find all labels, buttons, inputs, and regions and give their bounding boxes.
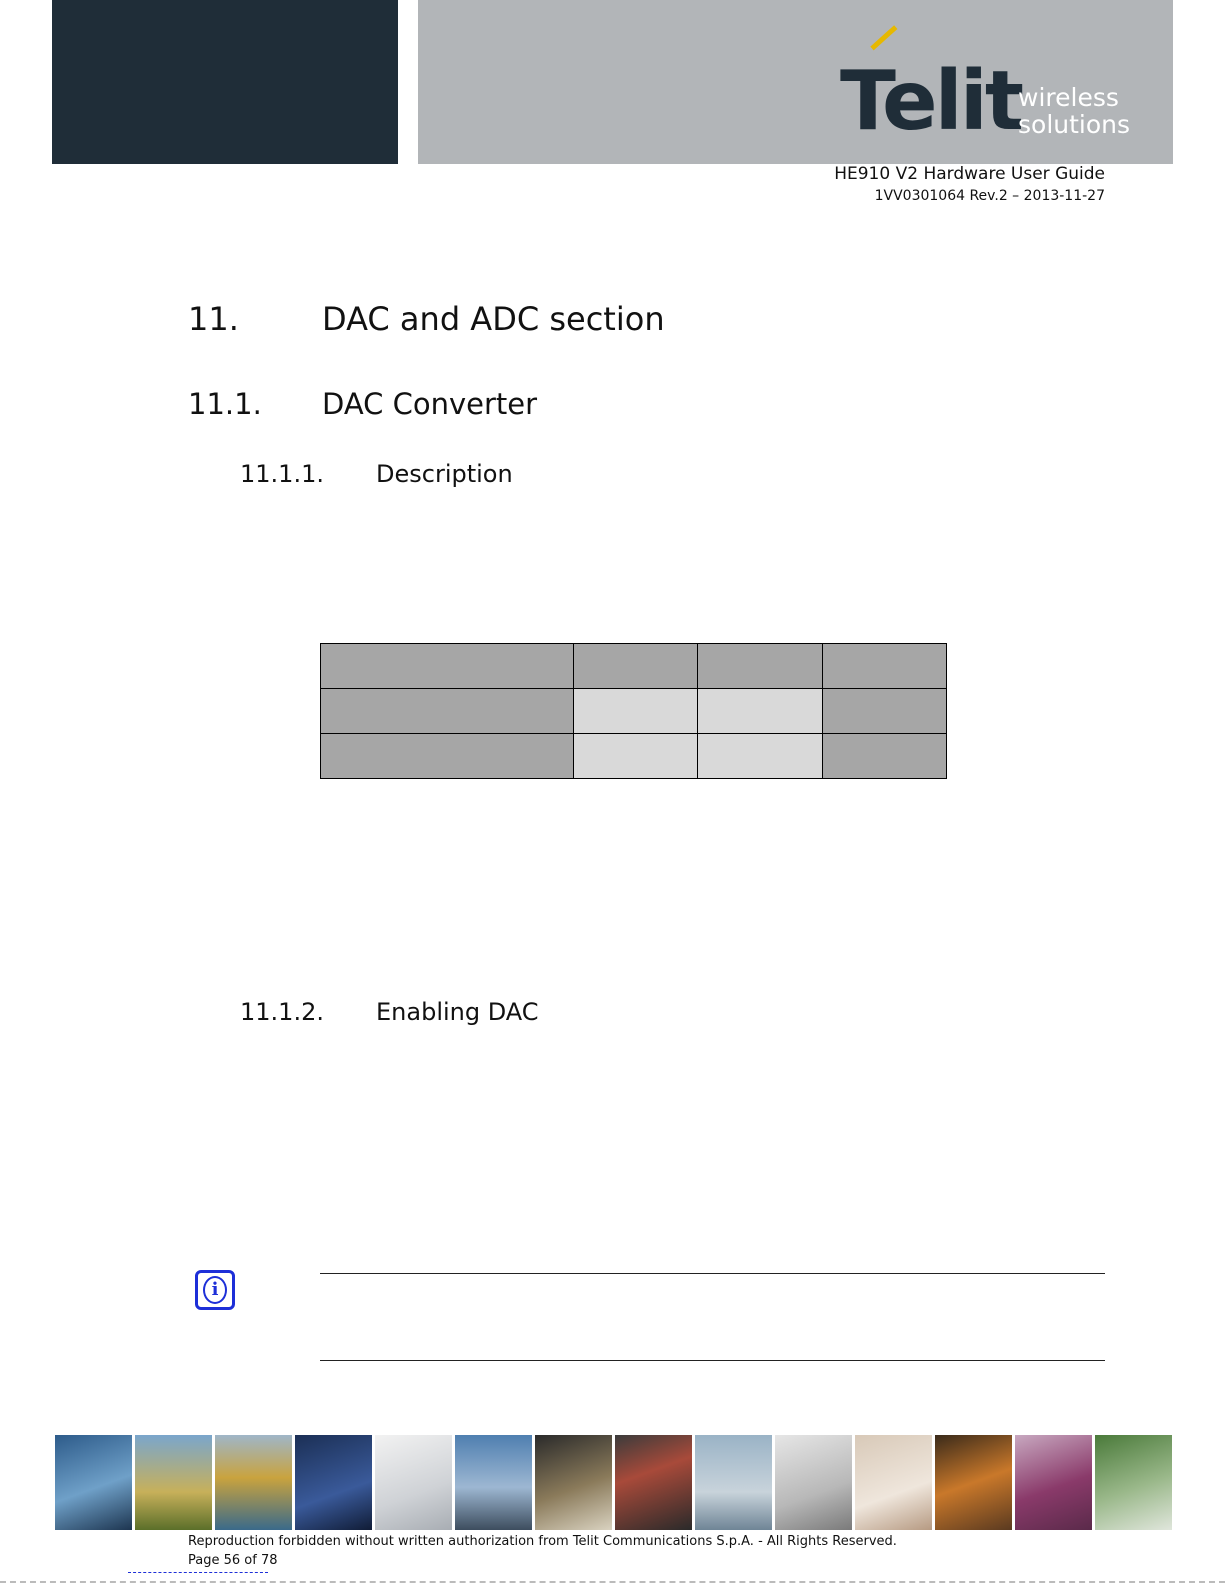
- footer-copyright: Reproduction forbidden without written authorization from Telit Communications S.p.A. - All Rights Reserved.: [188, 1534, 897, 1549]
- document-title: HE910 V2 Hardware User Guide: [834, 164, 1105, 184]
- heading-11-1-2-title: Enabling DAC: [376, 998, 539, 1026]
- table-cell: [698, 689, 823, 734]
- table-cell: [698, 644, 823, 689]
- document-reference: 1VV0301064 Rev.2 – 2013-11-27: [874, 188, 1105, 204]
- table-cell: [321, 644, 574, 689]
- table-cell: [321, 689, 574, 734]
- page-edge: [0, 1581, 1225, 1583]
- heading-11-1-2-number: 11.1.2.: [240, 998, 324, 1026]
- telit-logo: Telit: [840, 54, 1022, 149]
- footer-link-underline: [128, 1572, 268, 1573]
- photo-meter: [775, 1435, 852, 1530]
- logo-tagline-line1: wireless: [1018, 83, 1119, 112]
- heading-11-1-1-title: Description: [376, 460, 513, 488]
- photo-card-terminal: [535, 1435, 612, 1530]
- note-bottom-rule: [320, 1360, 1105, 1361]
- photo-printing: [1015, 1435, 1092, 1530]
- table-cell: [574, 644, 698, 689]
- photo-camera: [1095, 1435, 1172, 1530]
- photo-wall: [855, 1435, 932, 1530]
- logo-tagline-line2: solutions: [1018, 110, 1131, 139]
- table-cell: [823, 644, 947, 689]
- table-row: [321, 734, 947, 779]
- photo-sos-phone: [135, 1435, 212, 1530]
- heading-11-number: 11.: [188, 300, 239, 338]
- note-top-rule: [320, 1273, 1105, 1274]
- photo-highway: [55, 1435, 132, 1530]
- dac-spec-table: [320, 643, 947, 779]
- logo-tagline: [1018, 84, 1130, 138]
- heading-11-title: DAC and ADC section: [322, 300, 665, 338]
- table-header-row: [321, 644, 947, 689]
- photo-station: [935, 1435, 1012, 1530]
- photo-wind-turbines: [695, 1435, 772, 1530]
- heading-11-1-number: 11.1.: [188, 387, 262, 421]
- photo-cyclist: [455, 1435, 532, 1530]
- info-glyph: i: [203, 1276, 227, 1304]
- info-icon: [195, 1270, 235, 1310]
- table-cell: [823, 689, 947, 734]
- heading-11-1-1-number: 11.1.1.: [240, 460, 324, 488]
- photo-keyboard: [375, 1435, 452, 1530]
- table-cell: [574, 734, 698, 779]
- header-dark-block: [52, 0, 398, 164]
- photo-vending: [615, 1435, 692, 1530]
- table-cell: [823, 734, 947, 779]
- table-cell: [574, 689, 698, 734]
- photo-digital-clock: [295, 1435, 372, 1530]
- table-row: [321, 689, 947, 734]
- header-grey-block: [418, 0, 1173, 164]
- heading-11-1-title: DAC Converter: [322, 387, 538, 421]
- footer-photo-strip: [55, 1435, 1172, 1530]
- table-cell: [698, 734, 823, 779]
- table-cell: [321, 734, 574, 779]
- photo-containers: [215, 1435, 292, 1530]
- footer-page-number: Page 56 of 78: [188, 1553, 278, 1568]
